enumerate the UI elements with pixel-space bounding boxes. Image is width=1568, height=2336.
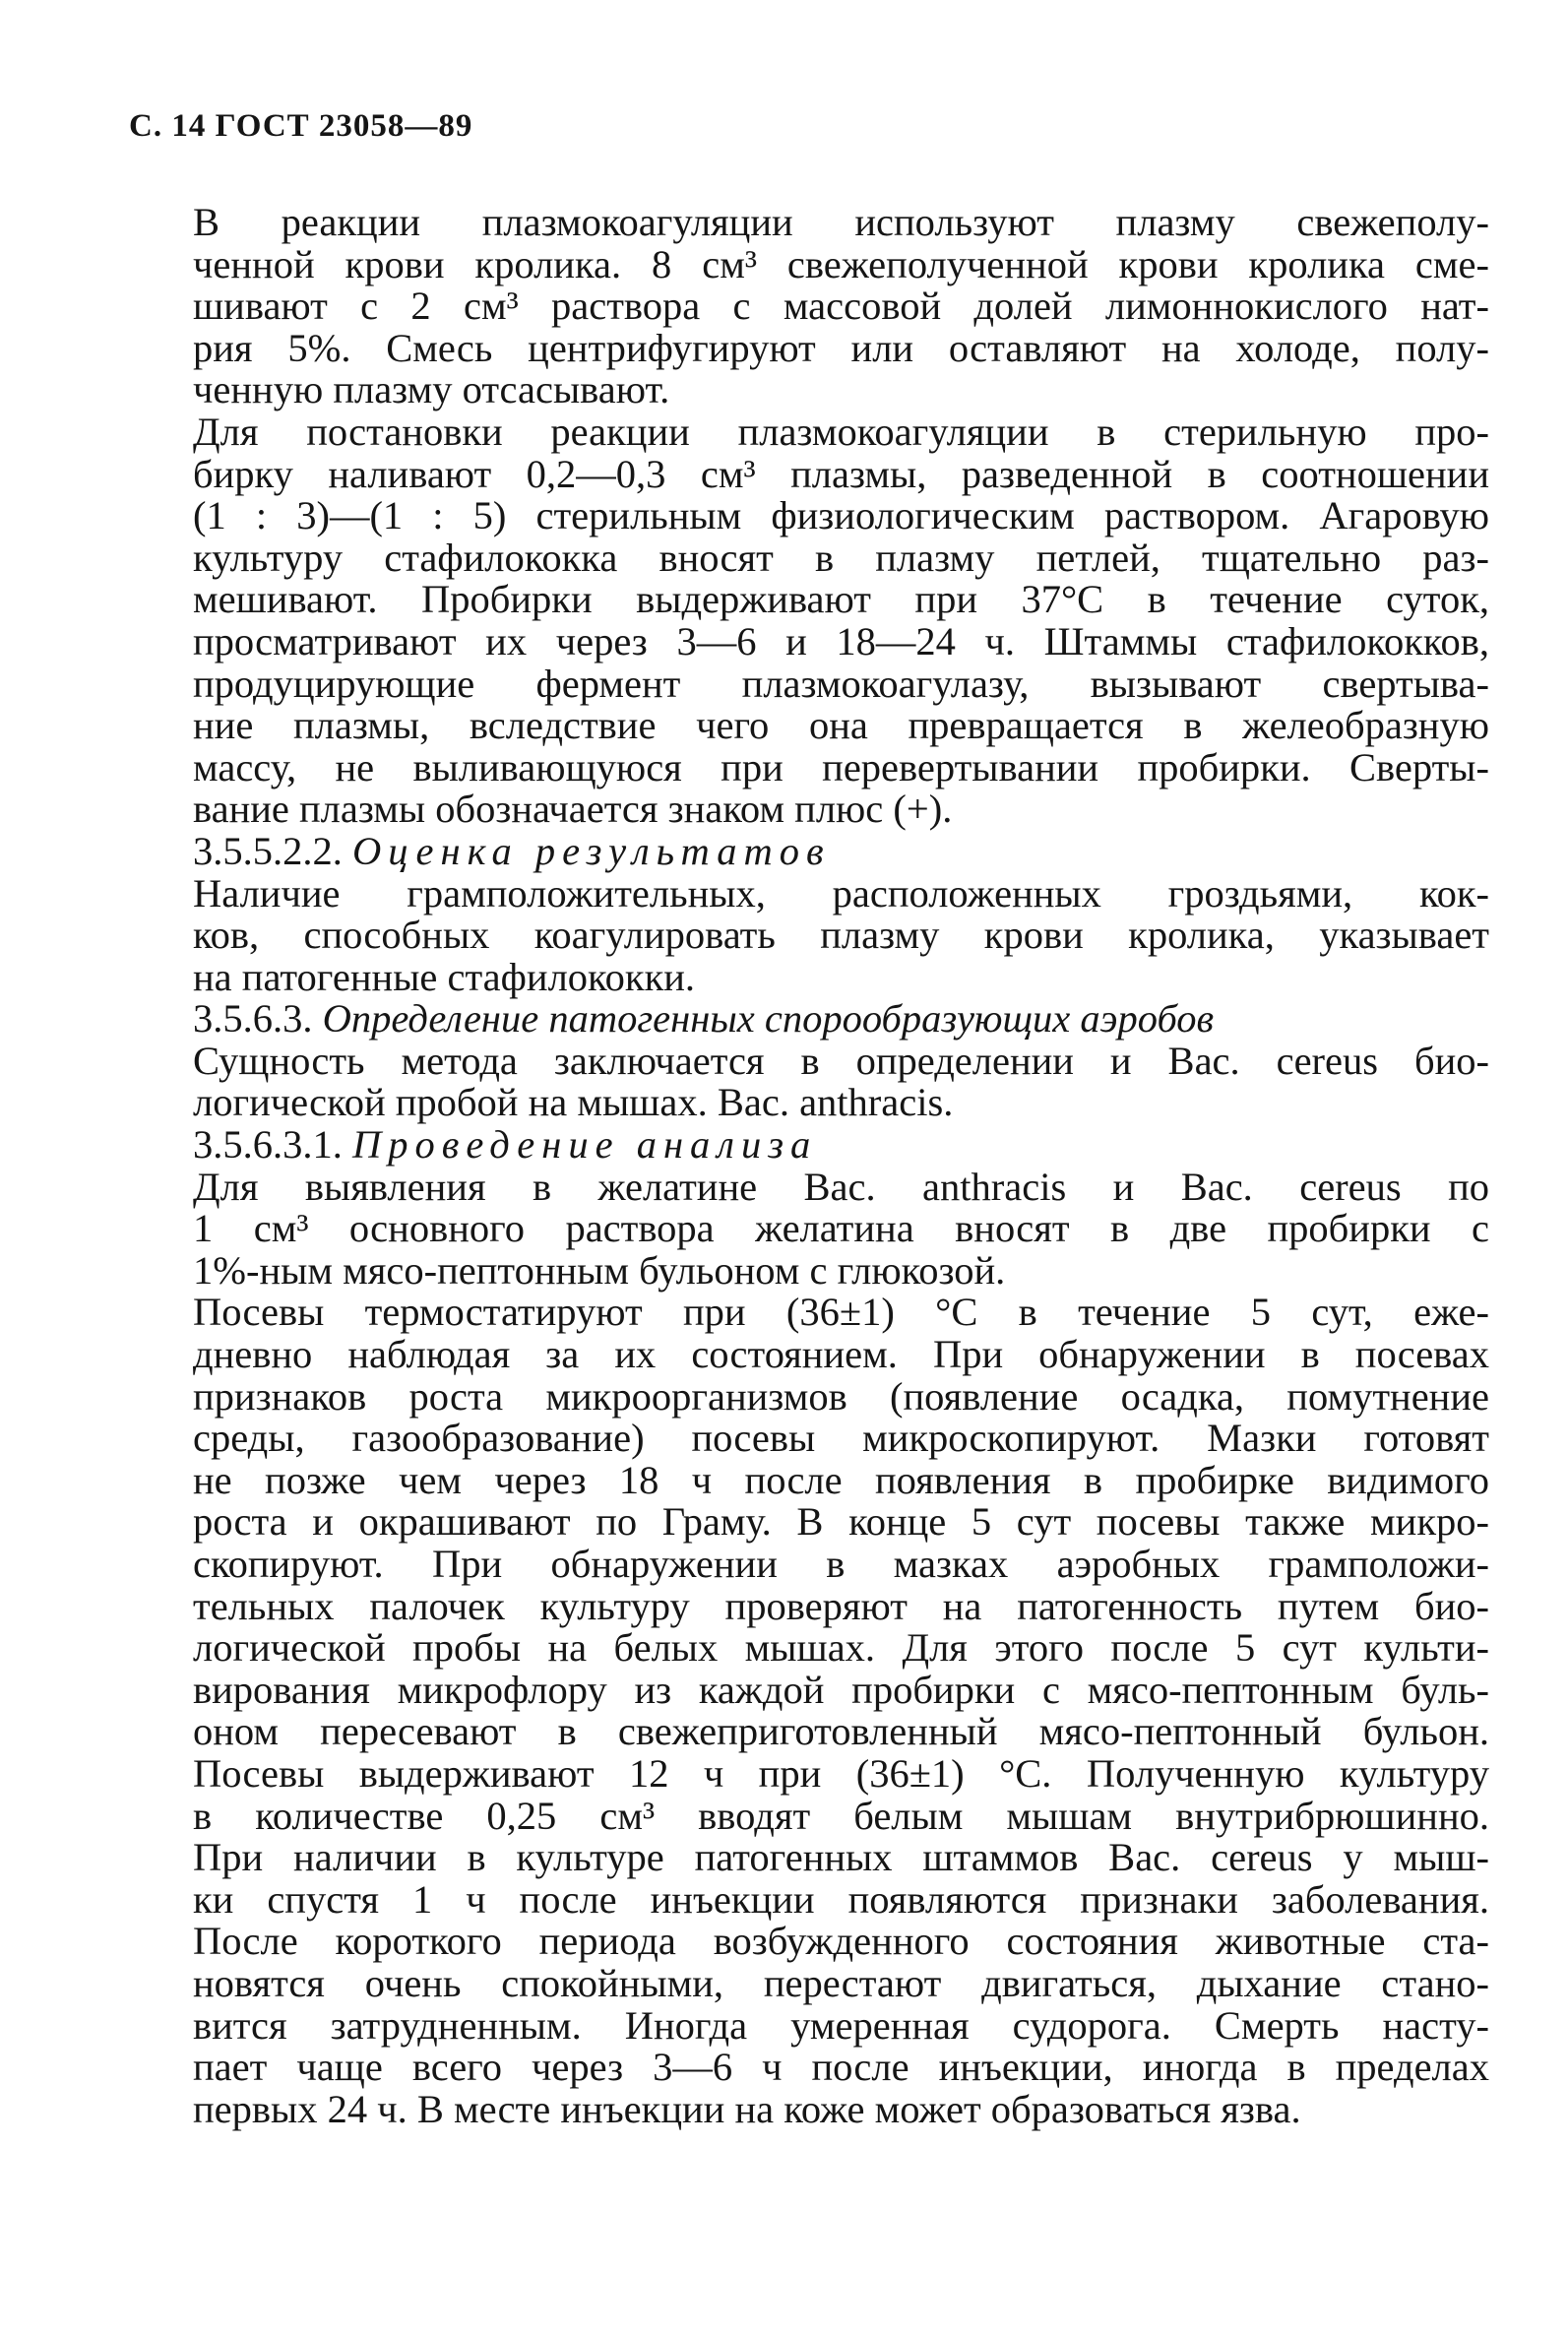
text-line: При наличии в культуре патогенных штаммов Bac. cereus у мыш- bbox=[193, 1835, 1489, 1880]
text-line: рия 5%. Смесь центрифугируют или оставляют на холоде, полу- bbox=[193, 325, 1489, 370]
paragraph bbox=[193, 870, 1489, 999]
text-line: шивают с 2 см³ раствора с массовой долей лимоннокислого нат- bbox=[193, 284, 1489, 329]
section-title: Проведение анализа bbox=[352, 1122, 818, 1168]
text-line: оном пересевают в свежеприготовленный мясо-пептонный бульон. bbox=[193, 1709, 1489, 1754]
text-line: новятся очень спокойными, перестают двигаться, дыхание стано- bbox=[193, 1960, 1489, 2005]
text-line: Для выявления в желатине Bac. anthracis и Bac. cereus по bbox=[193, 1164, 1489, 1209]
text-line: 1 см³ основного раствора желатина вносят в две пробирки с bbox=[193, 1206, 1489, 1251]
paragraph bbox=[193, 202, 1489, 411]
text-line: вание плазмы обозначается знаком плюс (+). bbox=[193, 787, 953, 832]
text-line: ченную плазму отсасывают. bbox=[193, 367, 670, 412]
text-line: ки спустя 1 ч после инъекции появляются признаки заболевания. bbox=[193, 1876, 1489, 1922]
text-line: пает чаще всего через 3—6 ч после инъекции, иногда в пределах bbox=[193, 2045, 1489, 2090]
text-line: После короткого периода возбужденного состояния животные ста- bbox=[193, 1919, 1489, 1964]
section-number: 3.5.6.3. bbox=[193, 996, 313, 1042]
text-line: продуцирующие фермент плазмокоагулазу, вызывают свертыва- bbox=[193, 661, 1489, 706]
text-line: 1%-ным мясо-пептонным бульоном с глюкозой. bbox=[193, 1247, 1006, 1293]
section-heading bbox=[193, 998, 1489, 1041]
body-text bbox=[193, 202, 1489, 2130]
text-line: Сущность метода заключается в определении и Bac. cereus био- bbox=[193, 1038, 1489, 1083]
text-line: логической пробой на мышах. Bac. anthracis. bbox=[193, 1080, 954, 1125]
section-heading bbox=[193, 828, 1489, 873]
text-line: мешивают. Пробирки выдерживают при 37°С в течение суток, bbox=[193, 577, 1489, 622]
paragraph bbox=[193, 411, 1489, 831]
text-line: Посевы выдерживают 12 ч при (36±1) °С. Полученную культуру bbox=[193, 1750, 1489, 1796]
text-line: массу, не выливающуюся при перевертывании пробирки. Сверты- bbox=[193, 744, 1489, 789]
section-heading bbox=[193, 1124, 1489, 1167]
text-line: дневно наблюдая за их состоянием. При обнаружении в посевах bbox=[193, 1332, 1489, 1377]
text-line: просматривают их через 3—6 и 18—24 ч. Штаммы стафилококков, bbox=[193, 618, 1489, 663]
section-number: 3.5.6.3.1. bbox=[193, 1122, 343, 1168]
text-line: Наличие грамположительных, расположенных гроздьями, кок- bbox=[193, 870, 1489, 915]
text-line: первых 24 ч. В месте инъекции на коже может образоваться язва. bbox=[193, 2086, 1301, 2131]
text-line: ков, способных коагулировать плазму крови кролика, указывает bbox=[193, 913, 1489, 958]
text-line: ченной крови кролика. 8 см³ свежеполученной крови кролика сме- bbox=[193, 241, 1489, 286]
text-line: В реакции плазмокоагуляции используют плазму свежеполу- bbox=[193, 200, 1489, 244]
paragraph bbox=[193, 1038, 1489, 1125]
text-line: культуру стафилококка вносят в плазму петлей, тщательно раз- bbox=[193, 535, 1489, 580]
text-line: тельных палочек культуру проверяют на патогенность путем био- bbox=[193, 1583, 1489, 1628]
text-line: на патогенные стафилококки. bbox=[193, 954, 696, 999]
text-line: ние плазмы, вследствие чего она превращается в желеобразную bbox=[193, 703, 1489, 748]
text-line: вирования микрофлору из каждой пробирки с мясо-пептонным буль- bbox=[193, 1667, 1489, 1712]
section-title: Определение патогенных спорообразующих аэробов bbox=[322, 996, 1215, 1042]
text-line: Посевы термостатируют при (36±1) °С в течение 5 сут, еже- bbox=[193, 1290, 1489, 1335]
paragraph bbox=[193, 1292, 1489, 2130]
text-line: не позже чем через 18 ч после появления в пробирке видимого bbox=[193, 1457, 1489, 1502]
text-line: бирку наливают 0,2—0,3 см³ плазмы, разведенной в соотношении bbox=[193, 451, 1489, 496]
text-line: Для постановки реакции плазмокоагуляции в стерильную про- bbox=[193, 409, 1489, 454]
text-line: (1 : 3)—(1 : 5) стерильным физиологическим раствором. Агаровую bbox=[193, 493, 1489, 538]
text-line: скопируют. При обнаружении в мазках аэробных грамположи- bbox=[193, 1542, 1489, 1586]
section-number: 3.5.5.2.2. bbox=[193, 828, 343, 873]
text-line: признаков роста микроорганизмов (появление осадка, помутнение bbox=[193, 1373, 1489, 1419]
paragraph bbox=[193, 1164, 1489, 1293]
text-line: логической пробы на белых мышах. Для этого после 5 сут культи- bbox=[193, 1625, 1489, 1671]
text-line: среды, газообразование) посевы микроскопируют. Мазки готовят bbox=[193, 1416, 1489, 1461]
text-line: вится затрудненным. Иногда умеренная судорога. Смерть насту- bbox=[193, 2002, 1489, 2048]
running-header: С. 14 ГОСТ 23058—89 bbox=[129, 108, 473, 144]
text-line: роста и окрашивают по Граму. В конце 5 сут посевы также микро- bbox=[193, 1499, 1489, 1545]
text-line: в количестве 0,25 см³ вводят белым мышам внутрибрюшинно. bbox=[193, 1793, 1489, 1838]
section-title: Оценка результатов bbox=[352, 828, 831, 873]
